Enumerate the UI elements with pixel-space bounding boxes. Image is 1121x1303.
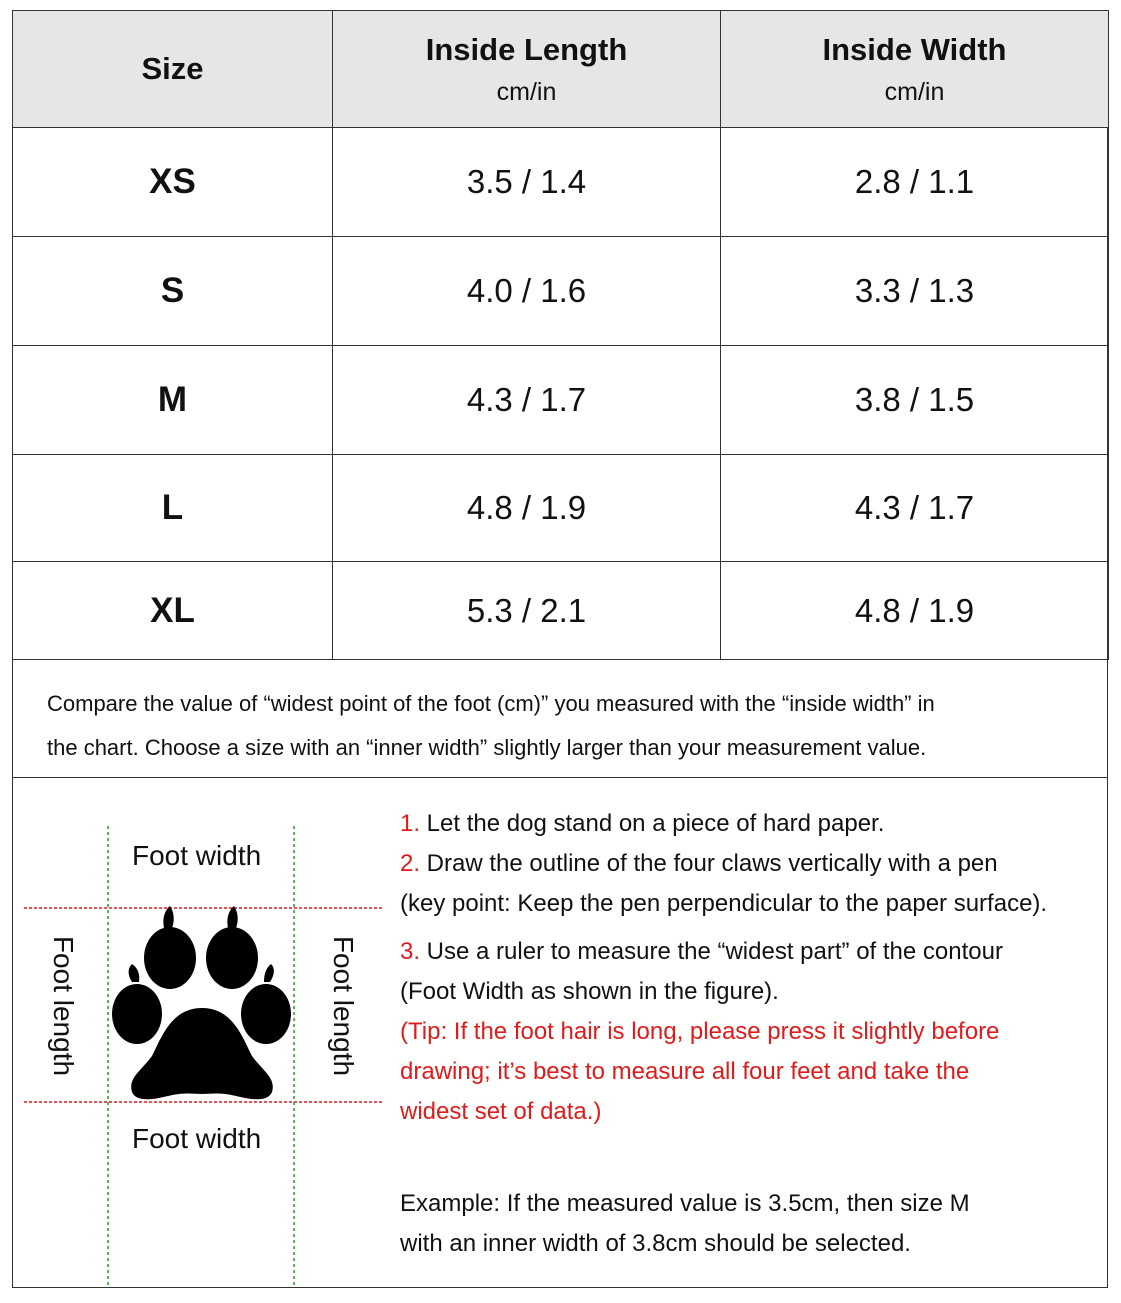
step-2-text: Draw the outline of the four claws vertically with a pen <box>420 850 998 877</box>
table-row <box>13 346 1109 455</box>
step-2 <box>400 844 1100 884</box>
step-3 <box>400 932 1100 972</box>
width-cell: 4.8 / 1.9 <box>721 562 1109 660</box>
table-row <box>13 562 1109 660</box>
step-1 <box>400 804 1100 844</box>
header-size: Size <box>13 11 333 128</box>
tip-line-3: widest set of data.) <box>400 1098 602 1125</box>
example-line-2: with an inner width of 3.8cm should be selected. <box>400 1230 911 1257</box>
size-cell: S <box>13 237 333 346</box>
size-cell: XL <box>13 562 333 660</box>
size-cell: L <box>13 455 333 562</box>
table-row <box>13 128 1109 237</box>
example-line-1: Example: If the measured value is 3.5cm, then size M <box>400 1190 970 1217</box>
table-row <box>13 237 1109 346</box>
measurement-instructions <box>400 804 1100 1264</box>
step-3-number: 3. <box>400 938 421 965</box>
header-inside-length-unit: cm/in <box>496 77 557 106</box>
paw-print-icon <box>112 906 291 1099</box>
length-cell: 3.5 / 1.4 <box>333 128 721 237</box>
header-inside-width <box>721 11 1109 128</box>
table-header-row <box>13 11 1109 128</box>
foot-length-label-right: Foot length <box>328 935 360 1077</box>
foot-width-label-bottom: Foot width <box>132 1123 262 1154</box>
header-inside-length <box>333 11 721 128</box>
size-selection-note <box>12 662 1108 778</box>
step-3-detail: (Foot Width as shown in the figure). <box>400 978 779 1005</box>
width-cell: 2.8 / 1.1 <box>721 128 1109 237</box>
note-line-1: Compare the value of “widest point of the foot (cm)” you measured with the “inside width” in <box>47 691 935 716</box>
length-cell: 4.8 / 1.9 <box>333 455 721 562</box>
step-1-number: 1. <box>400 810 421 837</box>
size-cell: XS <box>13 128 333 237</box>
tip-line-2: drawing; it’s best to measure all four feet and take the <box>400 1058 970 1085</box>
header-inside-width-unit: cm/in <box>884 77 945 106</box>
foot-width-label-top: Foot width <box>132 840 262 871</box>
header-inside-width-title: Inside Width <box>822 31 1007 67</box>
note-line-2: the chart. Choose a size with an “inner width” slightly larger than your measurement value. <box>47 735 927 760</box>
length-cell: 4.3 / 1.7 <box>333 346 721 455</box>
paw-measurement-diagram <box>12 778 392 1288</box>
step-3-text: Use a ruler to measure the “widest part” of the contour <box>420 938 1003 965</box>
width-cell: 4.3 / 1.7 <box>721 455 1109 562</box>
length-cell: 4.0 / 1.6 <box>333 237 721 346</box>
width-cell: 3.3 / 1.3 <box>721 237 1109 346</box>
foot-length-label-left: Foot length <box>48 935 80 1077</box>
step-2-number: 2. <box>400 850 421 877</box>
tip-line-1: (Tip: If the foot hair is long, please press it slightly before <box>400 1018 1000 1045</box>
measurement-section <box>12 778 1108 1288</box>
width-cell: 3.8 / 1.5 <box>721 346 1109 455</box>
table-row <box>13 455 1109 562</box>
length-cell: 5.3 / 2.1 <box>333 562 721 660</box>
size-cell: M <box>13 346 333 455</box>
header-inside-length-title: Inside Length <box>425 31 628 67</box>
size-chart-table <box>12 10 1109 660</box>
step-2-detail: (key point: Keep the pen perpendicular to the paper surface). <box>400 890 1048 917</box>
step-1-text: Let the dog stand on a piece of hard paper. <box>420 810 885 837</box>
